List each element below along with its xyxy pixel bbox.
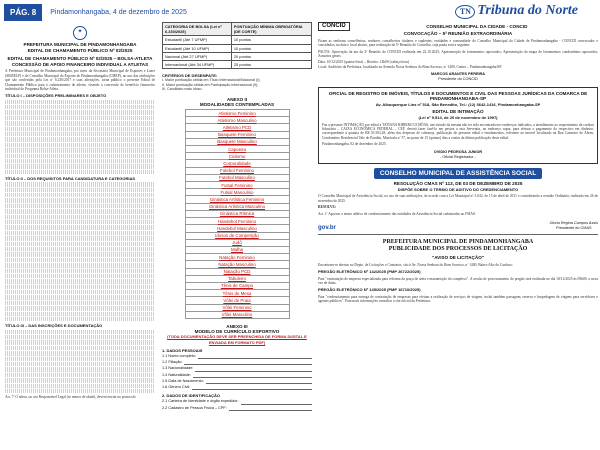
modalidade-row <box>185 153 289 160</box>
form-field-row <box>162 354 312 359</box>
titulo-2: TÍTULO II – DOS REQUISITOS PARA CANDIDATURA E CATEGORIAS <box>5 176 136 182</box>
modalidade-row <box>185 160 289 167</box>
concid-signature: MARCOS ARANTES PEREIRA <box>430 72 486 77</box>
modalidade-row <box>185 203 289 210</box>
section-identificacao: 2. DADOS DE IDENTIFICAÇÃO <box>162 393 221 399</box>
column-anexos <box>162 22 312 412</box>
modalidade-cell: Atletismo PCD <box>185 124 289 131</box>
modalidade-row <box>185 138 289 145</box>
modalidade-cell: Basquete Feminino <box>185 131 289 138</box>
page-header <box>0 0 600 24</box>
newspaper-name: Tribuna do Norte <box>477 3 578 18</box>
form-field-label: 1.4 Naturalidade: <box>162 372 191 377</box>
modalidade-cell: Futebol Feminino <box>185 167 289 174</box>
form-field-line <box>195 366 312 371</box>
column-right <box>318 22 598 306</box>
modalidade-row <box>185 282 289 289</box>
concid-text: Ficam as senhoras conselheiras, senhores conselheiros titulares e suplentes, entidades e comunidade do Conselho Municipal da Cidade de Pindamonhangaba - CONCID convocados e convidados, na data e local abaixo, para realização da 5ª Reunião do Conselho, cuja pauta será a seguinte: <box>318 38 598 48</box>
concid-header <box>318 22 598 31</box>
anexo-2-title: ANEXO II <box>226 96 248 102</box>
cmas-resolution-sub: DISPÕE SOBRE O TERMO DE ADITIVO DO CREDENCIAMENTO <box>397 186 519 192</box>
modalidade-cell: Futsal Feminino <box>185 182 289 189</box>
form-field-line <box>241 399 312 404</box>
modalidade-cell: Vôlei Masculino <box>185 311 289 318</box>
modalidade-cell: Vôlei de Praia <box>185 297 289 304</box>
modalidade-row <box>185 182 289 189</box>
intimacao-law: (Lei nº 9.514, de 20 de novembro de 1997) <box>418 115 498 121</box>
column-edital-bolsa-atleta <box>5 22 155 402</box>
anexo-3-subtitle: MODELO DE CURRÍCULO ESPORTIVO <box>194 329 280 335</box>
anexo-2-subtitle: MODALIDADES CONTEMPLADAS <box>199 101 275 107</box>
form-field-line <box>184 360 312 365</box>
concid-pauta: PAUTA: Aprovação da ata da 2ª Reunião do CONCID realizada em 22.10.2025; Apresentação de loteamentos aprovados; Apresentação do mapa de loteamentos condomínios aprovados; Assuntos gerais. <box>318 49 598 59</box>
modalidade-row <box>185 261 289 268</box>
newspaper-logo <box>455 3 578 19</box>
form-field-line <box>192 385 312 390</box>
criterio-item: III. Candidato mais idoso. <box>162 87 203 92</box>
modalidade-cell: Futebol Masculino <box>185 174 289 181</box>
concid-data: Data: 10/12/2025 (quarta-feira) – Horário: 14h00 (cabeça hora) <box>318 60 410 65</box>
form-field-line <box>198 354 312 359</box>
modalidade-row <box>185 254 289 261</box>
modalidade-cell: Atletismo Masculino <box>185 117 289 124</box>
modalidade-row <box>185 167 289 174</box>
cmas-resolve: RESOLVE: <box>318 205 337 210</box>
anexo-3-warning: (TODA DOCUMENTAÇÃO DEVE SER PREENCHIDA DE FORMA DIGITAL E ENVIADA EM FORMATO PDF) <box>167 334 307 345</box>
org-name: PREFEITURA MUNICIPAL DE PINDAMONHANGABA <box>23 42 137 47</box>
intimacao-signature-role: - Oficial Registrador - <box>440 154 476 159</box>
licitacao-intro: Encontram-se abertas no Depto. de Licitações e Contratos, sito à Av. Nossa Senhora do Bom Sucesso, nº 1400, Bairro Alto do Cardoso: <box>318 263 513 268</box>
modalidade-row <box>185 311 289 318</box>
cmas-signature: Gloria Regina Campos Assis <box>549 221 598 226</box>
modalidade-cell: Basquete Masculino <box>185 138 289 145</box>
pregao-2-title: PREGÃO ELETRÔNICO Nº 145/2025 (PMP 16710/2025) <box>318 287 421 293</box>
criterio-item: II. Maior pontuação obtida em Participação Internacional (II); <box>162 82 259 87</box>
pregao-1-text: Para "contratação de empresa especializada para reforma da praça de areia e manutenção do complexo". A sessão de processamento do pregão será realizada no dia 18/12/2025 às 09h00, a nova vez de datas. <box>318 276 598 286</box>
form-field-label: 1.6 Gênero Civil: <box>162 384 191 389</box>
form-field-line <box>206 379 312 384</box>
table-cell: 20 pontos <box>231 52 311 60</box>
concid-logo: CONCID <box>318 22 350 31</box>
page-number-tag: PÁG. 8 <box>4 4 42 21</box>
form-field-label: 1.5 Data de Nascimento: <box>162 378 204 383</box>
cmas-banner-wrap <box>318 168 598 179</box>
cmas-article: Art. 1º Aprovar o termo aditivo de credenciamento das entidades de Assistência Social cadastradas no FMAS. <box>318 211 476 216</box>
pontuacao-table <box>162 22 312 69</box>
form-field-row <box>162 385 312 390</box>
form-field-label: 1.2 Filiação: <box>162 360 183 365</box>
modalidade-row <box>185 124 289 131</box>
table-cell: 10 pontos <box>231 44 311 52</box>
form-field-label: 2.1 Carteira de Identidade e órgão expedidor: <box>162 399 239 404</box>
titulo-3: TÍTULO III – DAS INSCRIÇÕES E DOCUMENTAÇÃO <box>5 323 103 329</box>
form-field-label: 1.3 Nacionalidade: <box>162 366 194 371</box>
licitacao-aviso: "AVISO DE LICITAÇÃO" <box>432 255 484 261</box>
concid-signature-role: Presidente do CONCID <box>438 77 478 82</box>
modalidade-cell: Natação Masculino <box>185 261 289 268</box>
cmas-banner: CONSELHO MUNICIPAL DE ASSISTÊNCIA SOCIAL <box>374 168 542 179</box>
table-header: CATEGORIA DE BOLSA (Lei nº 6.230/2025) <box>163 23 232 36</box>
form-field-label: 2.2 Cadastro de Pessoa Física – CPF: <box>162 405 227 410</box>
modalidade-cell: Ginástica Rítmica <box>185 210 289 217</box>
licitacao-title: PUBLICIDADE DOS PROCESSOS DE LICITAÇÃO <box>388 246 528 253</box>
edital-heading: EDITAL DE CHAMAMENTO PÚBLICO Nº 02/2025 <box>27 47 133 53</box>
table-cell: 25 pontos <box>231 61 311 69</box>
table-row <box>163 61 312 69</box>
table-header: PONTUAÇÃO MÍNIMA OBRIGATÓRIA (DE CORTE) <box>231 23 311 36</box>
modalidade-cell: Atletismo Feminino <box>185 110 289 117</box>
modalidade-row <box>185 131 289 138</box>
pregao-2-text: Para "credenciamento para entrega de contratação de empresas para efetuar a realização de serviços de viagem, inclui também passagem, reserva e hospedagem de viagens para servidores e agentes públicos". Para mais informações consultar o site oficial da Prefeitura. <box>318 294 598 304</box>
modalidade-cell: Tênis de Campo <box>185 282 289 289</box>
oficial-registro-box <box>318 87 598 164</box>
modalidade-row <box>185 268 289 275</box>
modalidade-row <box>185 218 289 225</box>
modalidade-cell: Ginástica Artística Masculino <box>185 203 289 210</box>
modalidade-row <box>185 297 289 304</box>
modalidade-cell: Malha <box>185 246 289 253</box>
modalidade-cell: Futsal Masculino <box>185 189 289 196</box>
modalidade-cell: Handebol Masculino <box>185 225 289 232</box>
edital-intro: A Prefeitura Municipal de Pindamonhangaba, por meio da Secretaria Municipal de Esportes e Lazer (SEMELP) e do Conselho Municipal do Esporte de Pindamonhangaba (CMEP), no uso das atribuições que são conferidas pela Lei nº 6.230/2017 e suas alterações, torna público o presente Edital de Chamamento Público para o cadastramento de atletas, visando a concessão do benefício financeiro individual do Programa Bolsa-Atleta. <box>5 69 155 91</box>
anexo-3-title: ANEXO III <box>226 323 248 329</box>
modalidade-row <box>185 275 289 282</box>
licitacao-org: PREFEITURA MUNICIPAL DE PINDAMONHANGABA <box>382 239 534 246</box>
edital-foot: Art. 7º O atleta, ou seu Responsável Legal (se menor de idade), deverá enviar no protocolo <box>5 395 136 400</box>
gov-logo: gov.br <box>318 225 336 232</box>
intimacao-heading: EDITAL DE INTIMAÇÃO <box>432 109 484 115</box>
modalidade-row <box>185 232 289 239</box>
table-cell: Estudantil (Até 7 UFMP) <box>163 36 232 44</box>
concid-local: Local: Auditório da Prefeitura, localizado na Avenida Nossa Senhora do Bom Sucesso, nº 1400, Centro – Pindamonhangaba/SP. <box>318 64 502 69</box>
table-cell: Estudantil (Até 10 UFMP) <box>163 44 232 52</box>
titulo-1: TÍTULO I – DISPOSIÇÕES PRELIMINARES E OBJETO <box>5 93 107 99</box>
modalidade-row <box>185 225 289 232</box>
modalidade-row <box>185 210 289 217</box>
intimacao-signature: OVIDIO PEDROSA JUNIOR <box>433 149 483 154</box>
modalidade-cell: Ginástica Artística Feminino <box>185 196 289 203</box>
modalidades-table <box>185 109 290 319</box>
modalidade-cell: Ciclismo <box>185 153 289 160</box>
modalidade-cell: Natação Feminino <box>185 254 289 261</box>
cmas-resolution: RESOLUÇÃO CMAS Nº 113, DE 03 DE DEZEMBRO DE 2025 <box>393 181 523 187</box>
cmas-text: O Conselho Municipal de Assistência Social, no uso de suas atribuições, de acordo com a Lei Municipal nº 5.042, de 15 de abril de 2011 e considerando a reunião Ordinária, realizada em 26 de novembro de 2025. <box>318 194 598 203</box>
form-field-row <box>162 373 312 378</box>
concid-subtitle: CONVOCAÇÃO – 5ª REUNIÃO EXTRAORDINÁRIA <box>403 31 513 37</box>
form-field-line <box>229 406 312 411</box>
criterio-item: I. Maior pontuação obtida em Título Internacional/Nacional (I); <box>162 78 261 83</box>
table-cell: 10 pontos <box>231 36 311 44</box>
modalidade-cell: Handebol Feminino <box>185 218 289 225</box>
modalidade-cell: Judô <box>185 239 289 246</box>
edital-title: EDITAL DE CHAMAMENTO PÚBLICO Nº 02/2025 – BOLSA-ATLETA CONCESSÃO DE APOIO FINANCEIRO INDIVIDUAL A ATLETAS <box>7 56 153 67</box>
modalidade-cell: Tabuleiro <box>185 275 289 282</box>
modalidade-cell: Vôlei Feminino <box>185 304 289 311</box>
cmas-footer <box>318 218 598 231</box>
form-field-row <box>162 379 312 384</box>
modalidade-cell: Corporalidade <box>185 160 289 167</box>
concid-title: CONSELHO MUNICIPAL DA CIDADE - CONCID <box>426 23 528 29</box>
modalidade-cell: Capoeira <box>185 146 289 153</box>
modalidade-row <box>185 146 289 153</box>
table-row <box>163 52 312 60</box>
oficial-address: Av. Albuquerque Lins nº 518, São Benedito, Tel.: (12) 3642-1416, Pindamonhangaba-SP <box>375 101 541 107</box>
header-date: Pindamonhangaba, 4 de dezembro de 2025 <box>50 8 187 16</box>
modalidade-row <box>185 239 289 246</box>
modalidade-row <box>185 110 289 117</box>
tn-logo-icon: TN <box>455 5 475 19</box>
modalidade-cell: Tênis de Mesa <box>185 290 289 297</box>
modalidade-row <box>185 117 289 124</box>
form-field-row <box>162 360 312 365</box>
modalidade-row <box>185 246 289 253</box>
table-row <box>163 44 312 52</box>
table-cell: Nacional (Até 27 UFMP) <box>163 52 232 60</box>
pregao-1-title: PREGÃO ELETRÔNICO Nº 142/2025 (PMP 26722/2025) <box>318 269 421 275</box>
form-field-row <box>162 399 312 404</box>
modalidade-row <box>185 196 289 203</box>
table-cell: Internacional (Até 34 UFMP) <box>163 61 232 69</box>
cmas-signature-role: Presidente do CMAS <box>556 226 592 231</box>
modalidade-cell: Idosos de Competição <box>185 232 289 239</box>
criterios-title: CRITÉRIOS DE DESEMPATE: <box>162 73 218 79</box>
modalidade-row <box>185 174 289 181</box>
modalidade-row <box>185 290 289 297</box>
modalidade-row <box>185 304 289 311</box>
table-row <box>163 36 312 44</box>
modalidade-cell: Natação PCD <box>185 268 289 275</box>
form-field-line <box>193 373 312 378</box>
intimacao-text: Faz a presente INTIMAÇÃO por edital a TATIANA RIBEIRO UCHÔAS, um virtude da mesma não ter sido encontrada nos endereços indicados, a atendimento ao requerimento da credora fiduciária – CAIXA ECONÔMICA FEDERAL – CEF, deverá fazer fazê-lo em pessoa a esta Serventia, no endereço supra, para efetuar o pagamento do respectivo em dinheiro, correspondente à quantia de R$ 53.503,28, além dos despesas de cobrança, publicação do presente edital e emolumentos, referente ao imóvel localizado na Rua Casimiro de Abreu, Condomínio Residencial Vale do Paraíba, Matrícula nº 57, no prazo de 15 (quinze) dias a contar da última publicação deste edital. <box>322 122 594 140</box>
form-field-row <box>162 406 312 411</box>
oficial-title: OFICIAL DE REGISTRO DE IMÓVEIS, TÍTULOS E DOCUMENTOS E CIVIL DAS PESSOAS JURÍDICAS DA COMARCA DE PINDAMONHANGABA-SP <box>328 90 588 102</box>
intimacao-date: Pindamonhangaba, 02 de dezembro de 2025. <box>322 142 387 147</box>
section-dados-pessoais: 1. DADOS PESSOAIS <box>162 347 203 353</box>
modalidade-row <box>185 189 289 196</box>
form-field-label: 1.1 Nome completo: <box>162 353 196 358</box>
city-seal-icon: ✦ <box>73 26 87 40</box>
form-field-row <box>162 366 312 371</box>
